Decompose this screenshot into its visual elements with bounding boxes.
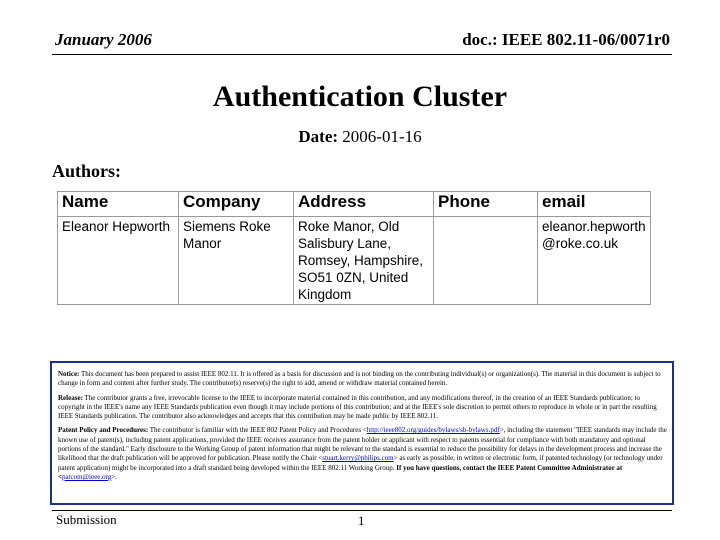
col-header-phone: Phone — [434, 192, 538, 217]
col-header-name: Name — [58, 192, 179, 217]
header-date: January 2006 — [55, 30, 152, 49]
authors-label: Authors: — [52, 161, 122, 181]
notice-paragraph — [58, 370, 668, 389]
notice-text: This document has been prepared to assist IEEE 802.11. It is offered as a basis for discussion and is not binding on the contributing individual(s) or organization(s). The material in this document is subject to change in form and content after further study. The contributor(s) reserve(s) the right to add, amend or withdraw material contained herein. — [58, 370, 661, 388]
cell-address: Roke Manor, Old Salisbury Lane, Romsey, Hampshire, SO51 0ZN, United Kingdom — [294, 217, 434, 305]
notice-box — [50, 361, 674, 505]
cell-phone — [434, 217, 538, 305]
page-number: 1 — [358, 513, 365, 528]
date-label: Date: — [298, 127, 339, 146]
header-doc-number: doc.: IEEE 802.11-06/0071r0 — [462, 30, 670, 49]
patent-text-3: > as early as possible, in written or electronic form, if patented technology (or technology under patent application) might be incorporated into a draft standard being developed within the IEEE 802.11 Working Group. — [58, 454, 663, 472]
table-row — [58, 217, 651, 305]
patent-text-2: >, including the statement "IEEE standards may include the known use of patent(s), including patent applications, provided the IEEE receives assurance from the patent holder or applicant with respect to patents essential for compliance with both mandatory and optional portions of the standard." Early disclosure to the Working Group of patent information that might be relevant to the standard is essential to reduce the possibility for delays in the development process and increase the likelihood that the draft publication will be approved for publication. Please notify the Chair < — [58, 426, 667, 463]
date-line — [0, 127, 720, 147]
col-header-email: email — [538, 192, 651, 217]
date-value: 2006-01-16 — [342, 127, 422, 146]
patcom-email-link[interactable]: patcom@ieee.org — [62, 472, 112, 481]
patent-policy-link[interactable]: http://ieee802.org/guides/bylaws/sb-bylaws.pdf — [366, 426, 500, 435]
chair-email-link[interactable]: stuart.kerry@philips.com — [322, 454, 394, 463]
col-header-company: Company — [179, 192, 294, 217]
header-rule — [52, 54, 672, 55]
patent-text-1: The contributor is familiar with the IEEE 802 Patent Policy and Procedures < — [149, 426, 367, 435]
release-lead: Release: — [58, 393, 83, 402]
patent-contact-text: If you have questions, contact the IEEE Patent Committee Administrator at < — [58, 463, 623, 481]
patent-paragraph — [58, 426, 668, 482]
footer-submission: Submission — [56, 512, 117, 527]
cell-company: Siemens Roke Manor — [179, 217, 294, 305]
release-text: The contributor grants a free, irrevocable license to the IEEE to incorporate material contained in this contribution, and any modifications thereof, in the creation of an IEEE Standards publication; to copyright in the IEEE's name any IEEE Standards publication even though it may include portions of this contribution; and at the IEEE's sole discretion to permit others to reproduce in whole or in part the resulting IEEE Standards publication. The contributor also acknowledges and accepts that this contribution may be made public by IEEE 802.11. — [58, 393, 657, 421]
patent-end: >. — [111, 472, 117, 481]
slide-title: Authentication Cluster — [212, 80, 508, 113]
cell-name: Eleanor Hepworth — [58, 217, 179, 305]
col-header-address: Address — [294, 192, 434, 217]
release-paragraph — [58, 394, 668, 422]
patent-lead: Patent Policy and Procedures: — [58, 426, 149, 435]
table-header-row — [58, 192, 651, 217]
notice-lead: Notice: — [58, 370, 80, 378]
footer-rule — [52, 510, 672, 511]
authors-table — [57, 191, 651, 305]
cell-email: eleanor.hepworth@roke.co.uk — [538, 217, 651, 305]
